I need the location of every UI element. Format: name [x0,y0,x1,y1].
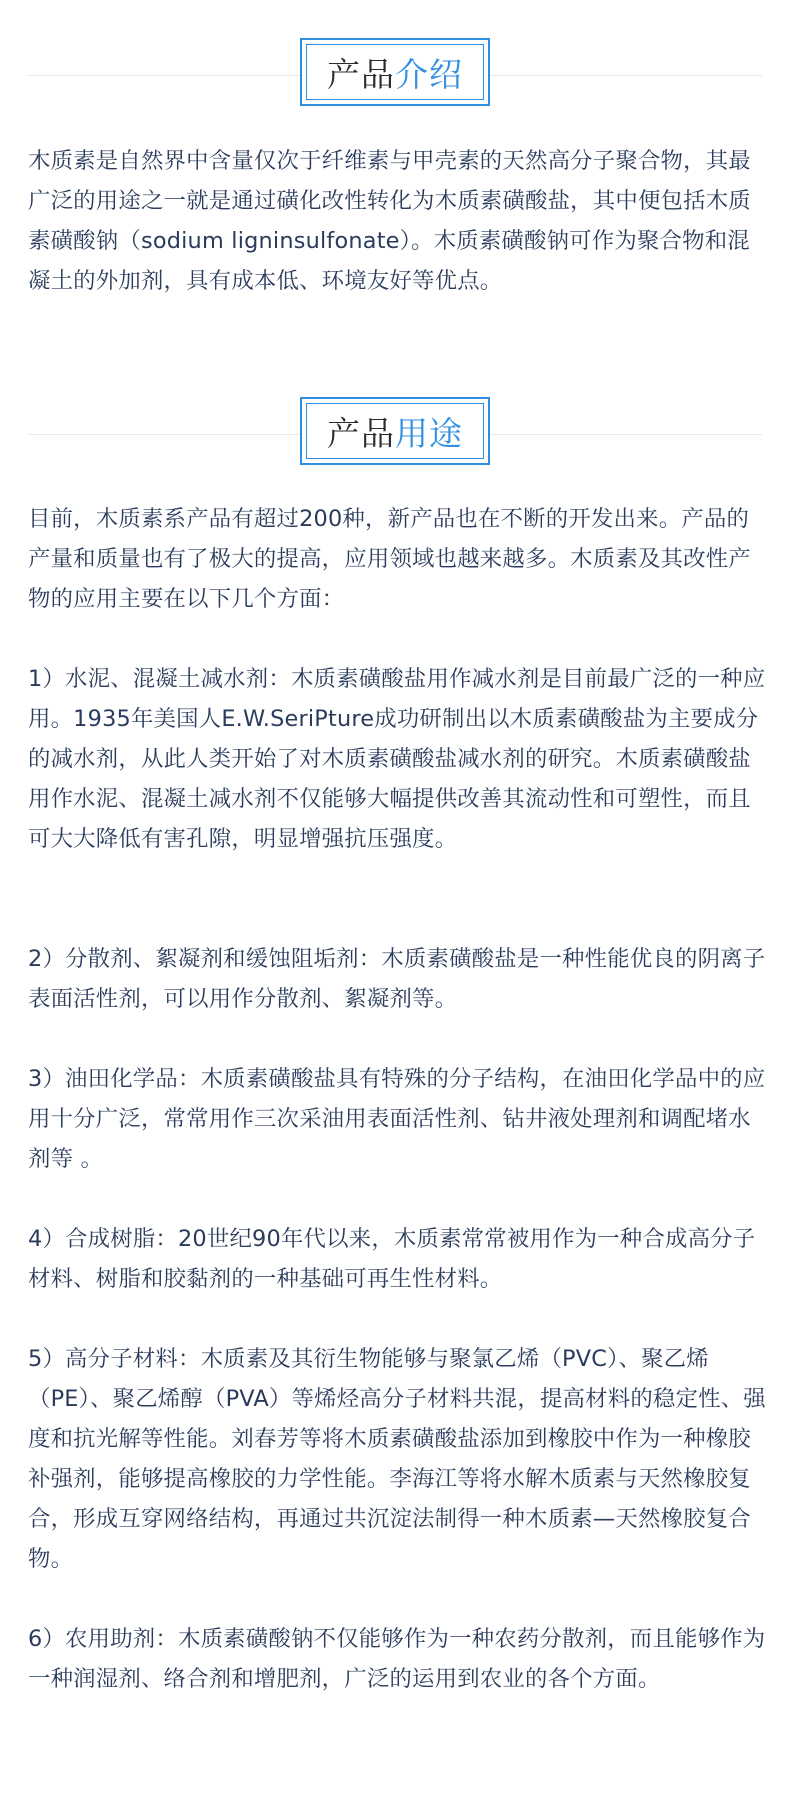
use-item-agriculture: 6）农用助剂：木质素磺酸钠不仅能够作为一种农药分散剂，而且能够作为一种润湿剂、络合剂和增肥剂，广泛的运用到农业的各个方面。 [28,1626,766,1692]
use-item-polymer: 5）高分子材料：木质素及其衍生物能够与聚氯乙烯（PVC）、聚乙烯（PE）、聚乙烯醇（PVA）等烯烃高分子材料共混，提高材料的稳定性、强度和抗光解等性能。刘春芳等将木质素磺酸盐添加到橡胶中作为一种橡胶补强剂，能够提高橡胶的力学性能。李海江等将水解木质素与天然橡胶复合，形成互穿网络结构，再通过共沉淀法制得一种木质素—天然橡胶复合物。 [28,1346,766,1572]
section-title [306,44,484,100]
section-title-dark: 产品 [327,54,395,94]
use-item-oilfield: 3）油田化学品：木质素磺酸盐具有特殊的分子结构，在油田化学品中的应用十分广泛，常常用作三次采油用表面活性剂、钻井液处理剂和调配堵水剂等 。 [28,1066,766,1172]
section-header-uses [28,397,762,473]
use-item-dispersant: 2）分散剂、絮凝剂和缓蚀阻垢剂：木质素磺酸盐是一种性能优良的阴离子表面活性剂，可以用作分散剂、絮凝剂等。 [28,946,766,1012]
section-title-frame [300,38,490,106]
use-item-resin: 4）合成树脂：20世纪90年代以来，木质素常常被用作为一种合成高分子材料、树脂和胶黏剂的一种基础可再生性材料。 [28,1226,756,1292]
intro-paragraph: 木质素是自然界中含量仅次于纤维素与甲壳素的天然高分子聚合物，其最广泛的用途之一就是通过磺化改性转化为木质素磺酸盐，其中便包括木质素磺酸钠（sodium ligninsulfonate）。木质素磺酸钠可作为聚合物和混凝土的外加剂，具有成本低、环境友好等优点。 [28,148,751,294]
section-title-dark: 产品 [327,413,395,453]
uses-lead-paragraph: 目前，木质素系产品有超过200种，新产品也在不断的开发出来。产品的产量和质量也有了极大的提高，应用领域也越来越多。木质素及其改性产物的应用主要在以下几个方面： [28,506,751,612]
section-title-accent: 用途 [395,413,463,453]
section-title-accent: 介绍 [395,54,463,94]
use-item-cement: 1）水泥、混凝土减水剂：木质素磺酸盐用作减水剂是目前最广泛的一种应用。1935年美国人E.W.SeriPture成功研制出以木质素磺酸盐为主要成分的减水剂，从此人类开始了对木质素磺酸盐减水剂的研究。木质素磺酸盐用作水泥、混凝土减水剂不仅能够大幅提供改善其流动性和可塑性，而且可大大降低有害孔隙，明显增强抗压强度。 [28,666,766,852]
section-title-frame [300,397,490,465]
section-title [306,403,484,459]
section-header-intro [28,38,762,114]
